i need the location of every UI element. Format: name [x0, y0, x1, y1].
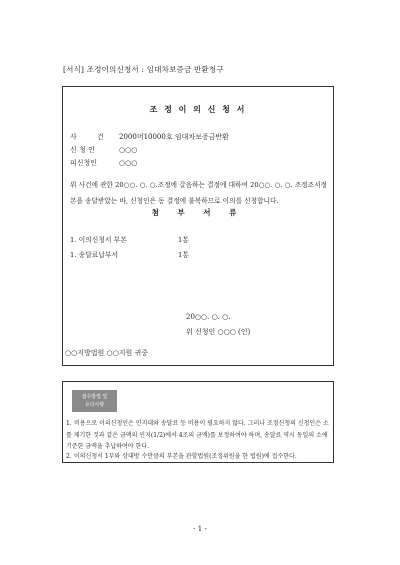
note-text: 비용으로 이의신청인은 인지대와 송달료 등 비용이 필요하지 않다. 그러나 조정신청의 신청인은 소를 제기한 것과 같은 금액의 인지(1/2)에서 4조의 금액)를 보정하여야 하며, 송달료 역시 동일의 소에 기준한 금액을 추납하여야 한다. — [66, 420, 329, 450]
filing-date: 20○○. ○. ○. — [186, 313, 231, 321]
notes-badge — [72, 390, 117, 412]
notes-badge-line: 유의사항 — [84, 402, 105, 408]
note-item — [66, 451, 329, 463]
case-label: 사 건 — [70, 133, 113, 141]
court-addressee: ○○지방법원 ○○지원 귀중 — [65, 349, 148, 357]
note-number: 2. — [66, 453, 72, 460]
attachment-item — [70, 234, 189, 244]
applicant-value: ○○○ — [119, 146, 138, 154]
case-row — [70, 132, 229, 142]
attachment-name: 1. 이의신청서 부본 — [70, 236, 127, 244]
case-value: 2000머10000호 임대차보증금반환 — [119, 133, 229, 141]
form-title: 조 정 이 의 신 청 서 — [149, 104, 247, 114]
respondent-value: ○○○ — [119, 159, 138, 167]
form-header-title: [서식] 조정이의신청서 : 임대차보증금 반환청구 — [63, 65, 224, 74]
body-paragraph: 위 사건에 관한 20○○. ○. ○.조정에 갈음하는 결정에 대하여 20○○. ○. ○. 조정조서정본을 송달받았는 바, 신청인은 동 결정에 불복하므로 이의를 신청합니다. — [70, 181, 328, 205]
attachment-count: 1통 — [178, 251, 189, 259]
applicant-signature: 위 신청인 ○○○ (인) — [186, 328, 251, 336]
note-text: 이의신청서 1부와 상대방 수만큼의 부본을 관할법원(조정위원을 한 법원)에 접수한다. — [74, 453, 297, 460]
note-item — [66, 418, 329, 453]
applicant-row — [70, 145, 137, 155]
attachments-heading: 첨 부 서 류 — [151, 208, 245, 217]
attachment-count: 1통 — [178, 236, 189, 244]
applicant-label: 신 청 인 — [70, 146, 95, 154]
attachment-name: 1. 송달료납부서 — [70, 251, 119, 259]
objection-form — [62, 86, 334, 366]
attachment-item — [70, 249, 189, 259]
page-number: - 1 - — [193, 525, 207, 533]
filing-notes-box — [62, 381, 334, 463]
respondent-label: 피신청인 — [70, 159, 98, 167]
note-number: 1. — [66, 420, 72, 427]
notes-badge-line: 접수방법 및 — [81, 394, 108, 400]
